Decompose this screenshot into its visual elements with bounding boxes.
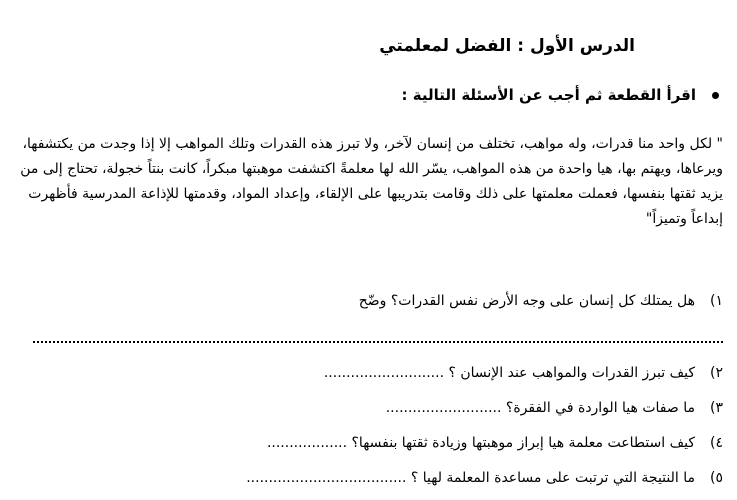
answer-dots[interactable]: .......................... [385, 400, 502, 416]
answer-dots[interactable]: .................. [266, 435, 348, 451]
question-text: كيف استطاعت معلمة هيا إبراز موهبتها وزيادة ثقتها بنفسها؟ [351, 435, 695, 451]
question-text: ما النتيجة التي ترتبت على مساعدة المعلمة لهيا ؟ [410, 470, 695, 486]
answer-dots[interactable]: ........................... [323, 365, 445, 381]
question-item [267, 435, 723, 451]
question-number: ٢) [710, 365, 723, 381]
question-text: كيف تبرز القدرات والمواهب عند الإنسان ؟ [448, 365, 695, 381]
question-item [359, 293, 723, 309]
passage-line: " لكل واحد منا قدرات، وله مواهب، تختلف من إنسان لآخر، ولا تبرز هذه القدرات وتلك المواهب إلا إذا وجدت من يكتشفها، [22, 136, 723, 152]
question-number: ٥) [710, 470, 723, 486]
lesson-title: الدرس الأول : الفضل لمعلمتي [379, 36, 635, 56]
passage-line: ويرعاها، ويهتم بها، هيا واحدة من هذه المواهب، يسّر الله لها معلمةً اكتشفت موهبتها مبكراً، كانت بنتاً خجولة، تحتاج إلى من [20, 161, 723, 177]
question-item [246, 470, 723, 486]
answer-dots[interactable]: .................................... [246, 470, 407, 486]
reading-passage [11, 132, 723, 232]
question-item [324, 365, 723, 381]
question-item [386, 400, 723, 416]
bullet-icon [712, 92, 719, 99]
question-number: ٣) [710, 400, 723, 416]
question-number: ٤) [710, 435, 723, 451]
question-text: ما صفات هيا الواردة في الفقرة؟ [505, 400, 695, 416]
passage-line: إبداعاً وتميزاً" [645, 211, 723, 227]
answer-line[interactable] [33, 341, 723, 343]
question-text: هل يمتلك كل إنسان على وجه الأرض نفس القدرات؟ وضّح [358, 293, 695, 309]
question-number: ١) [710, 293, 723, 309]
instruction-text: اقرأ القطعة ثم أجب عن الأسئلة التالية : [401, 86, 696, 104]
instruction-line [402, 86, 720, 104]
passage-line: يزيد ثقتها بنفسها، فعملت معلمتها على ذلك وقامت بتدريبها على الإلقاء، وإعداد المواد، وقدمتها للإذاعة المدرسية فأظهرت [28, 186, 723, 202]
